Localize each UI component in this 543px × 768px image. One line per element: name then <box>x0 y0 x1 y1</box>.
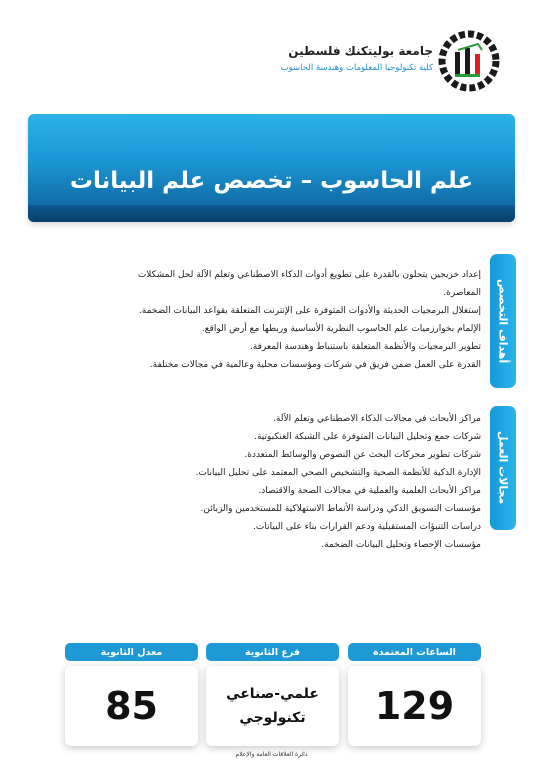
university-logo <box>438 30 500 92</box>
list-item: مراكز الأبحاث العلمية والعملية في مجالات الصحة والاقتصاد. <box>258 486 481 496</box>
tab-fields-label: مجالات العمل <box>496 431 510 505</box>
list-item: الإدارة الذكية للأنظمة الصحية والتشخيص الصحي المعتمد على تحليل البيانات. <box>195 468 481 478</box>
title-banner-strip <box>28 205 515 222</box>
branch-card <box>206 666 339 746</box>
goals-list <box>138 266 481 374</box>
list-item: إستغلال البرمجيات الحديثة والأدوات المتوفرة على الإنترنت المتعلقة بقواعد البيانات الضخمة. <box>138 306 481 316</box>
branch-line-2: تكنولوجي <box>239 710 306 726</box>
list-item: المعاصرة. <box>443 288 481 298</box>
tab-goals <box>490 254 516 388</box>
average-label: معدل الثانوية <box>65 643 198 661</box>
hours-label: الساعات المعتمدة <box>348 643 481 661</box>
page-title: علم الحاسوب – تخصص علم البيانات <box>69 168 474 194</box>
branch-line-1: علمي-صناعي <box>226 686 319 702</box>
average-card <box>65 666 198 746</box>
average-value: 85 <box>105 684 158 728</box>
tab-goals-label: أهداف التخصص <box>496 278 510 364</box>
fields-list <box>195 410 481 554</box>
list-item: مراكز الأبحاث في مجالات الذكاء الاصطناعي وتعلم الآلة. <box>273 414 481 424</box>
branch-label: فرع الثانوية <box>206 643 339 661</box>
tab-fields <box>490 406 516 530</box>
list-item: تطوير البرمجيات والأنظمة المتعلقة باستنباط وهندسة المعرفة. <box>249 342 481 352</box>
list-item: مؤسسات التسويق الذكي ودراسة الأنماط الاستهلاكية للمستخدمين والزبائن. <box>200 504 481 514</box>
hours-value: 129 <box>374 684 455 728</box>
list-item: إعداد خريجين يتحلون بالقدرة على تطويع أدوات الذكاء الاصطناعي وتعلم الآلة لحل المشكلات <box>137 270 481 280</box>
list-item: الإلمام بخوارزميات علم الحاسوب النظرية الأساسية وربطها مع أرض الواقع. <box>201 324 481 334</box>
list-item: شركات جمع وتحليل البيانات المتوفرة على الشبكة العنكبوتية. <box>254 432 481 442</box>
list-item: شركات تطوير محركات البحث عن النصوص والوسائط المتعددة. <box>244 450 481 460</box>
list-item: القدرة على العمل ضمن فريق في شركات ومؤسسات محلية وعالمية في مجالات مختلفة. <box>149 360 481 370</box>
list-item: مؤسسات الإحصاء وتحليل البيانات الضخمة. <box>321 540 481 550</box>
list-item: دراسات التنبؤات المستقبلية ودعم القرارات بناء على البيانات. <box>253 522 481 532</box>
university-name: جامعة بوليتكنك فلسطين <box>288 44 433 58</box>
faculty-name: كلية تكنولوجيا المعلومات وهندسة الحاسوب <box>280 63 433 73</box>
hours-card <box>348 666 481 746</box>
footer-text: دائرة العلاقات العامة والإعلام <box>235 751 308 758</box>
